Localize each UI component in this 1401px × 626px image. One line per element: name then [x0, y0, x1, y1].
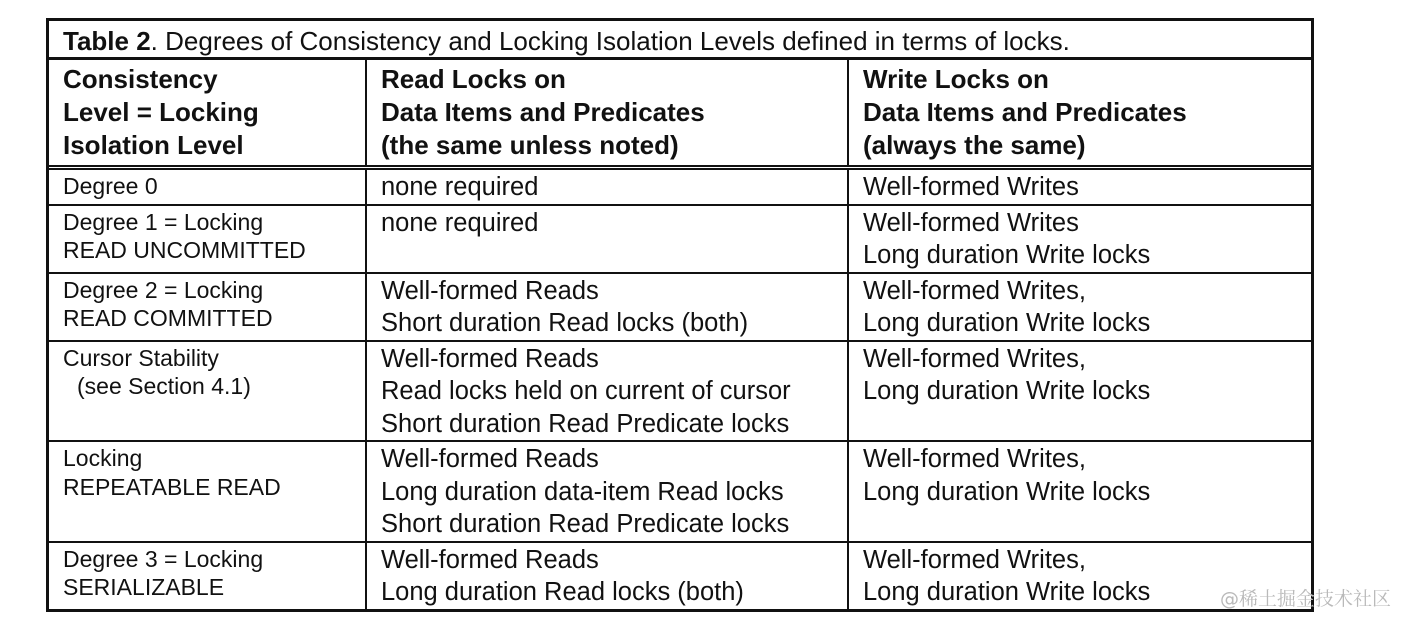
cell-read-locks	[366, 341, 848, 442]
cell-line: none required	[381, 173, 539, 201]
cell-level	[49, 273, 366, 341]
table-row	[49, 341, 1311, 442]
header-line: Level = Locking	[63, 97, 259, 127]
table-caption-text: . Degrees of Consistency and Locking Isolation Levels defined in terms of locks.	[150, 26, 1070, 56]
header-line: Data Items and Predicates	[381, 97, 705, 127]
cell-line: (see Section 4.1)	[77, 373, 251, 399]
header-line: (the same unless noted)	[381, 130, 679, 160]
table-row	[49, 168, 1311, 205]
cell-line: Well-formed Writes,	[863, 344, 1086, 373]
header-line: Read Locks on	[381, 64, 566, 94]
cell-line: Well-formed Writes,	[863, 276, 1086, 305]
cell-line: Long duration Write locks	[863, 477, 1151, 506]
table-caption-label: Table 2	[63, 26, 151, 56]
cell-line: REPEATABLE READ	[63, 473, 281, 500]
cell-line: Well-formed Writes,	[863, 545, 1086, 574]
cell-line: none required	[381, 208, 539, 237]
cell-line: Well-formed Reads	[381, 276, 599, 305]
header-consistency-level	[49, 60, 366, 168]
header-line: Isolation Level	[63, 130, 244, 160]
cell-line: Long duration Read locks (both)	[381, 578, 744, 606]
cell-line: Well-formed Writes	[863, 173, 1079, 201]
isolation-levels-table	[46, 18, 1314, 612]
cell-level	[49, 341, 366, 442]
cell-line: Long duration Write locks	[863, 309, 1151, 337]
cell-line: Degree 1 = Locking	[63, 208, 264, 235]
cell-line: Well-formed Reads	[381, 344, 599, 373]
cell-line: Short duration Read locks (both)	[381, 309, 749, 337]
cell-level	[49, 205, 366, 273]
cell-line: Short duration Read Predicate locks	[381, 510, 790, 538]
cell-level	[49, 542, 366, 609]
cell-read-locks	[366, 168, 848, 205]
cell-write-locks	[848, 168, 1311, 205]
cell-line: Well-formed Writes,	[863, 445, 1086, 473]
cell-line: Long duration data-item Read locks	[381, 477, 784, 506]
header-write-locks	[848, 60, 1311, 168]
cell-read-locks	[366, 273, 848, 341]
cell-line: Short duration Read Predicate locks	[381, 409, 790, 438]
cell-line: Degree 0	[63, 173, 158, 199]
header-line: Write Locks on	[863, 64, 1049, 94]
table-row	[49, 542, 1311, 609]
cell-write-locks	[848, 273, 1311, 341]
cell-line: Long duration Write locks	[863, 578, 1151, 606]
cell-line: Cursor Stability	[63, 344, 219, 371]
cell-line: Long duration Write locks	[863, 241, 1151, 269]
cell-line: SERIALIZABLE	[63, 574, 225, 600]
header-line: (always the same)	[863, 130, 1086, 160]
header-row	[49, 60, 1311, 168]
cell-write-locks	[848, 205, 1311, 273]
table-row	[49, 273, 1311, 341]
cell-line: Locking	[63, 445, 143, 471]
header-line: Data Items and Predicates	[863, 97, 1187, 127]
cell-line: Degree 3 = Locking	[63, 545, 264, 572]
table-row	[49, 205, 1311, 273]
cell-read-locks	[366, 542, 848, 609]
cell-line: READ UNCOMMITTED	[63, 237, 306, 263]
cell-level	[49, 441, 366, 542]
cell-line: Well-formed Reads	[381, 545, 599, 574]
cell-line: Long duration Write locks	[863, 377, 1151, 405]
cell-read-locks	[366, 441, 848, 542]
watermark: @稀土掘金技术社区	[1220, 588, 1392, 610]
header-read-locks	[366, 60, 848, 168]
table-caption	[49, 21, 1311, 60]
cell-line: Well-formed Writes	[863, 208, 1079, 237]
table-row	[49, 441, 1311, 542]
header-line: Consistency	[63, 64, 218, 94]
cell-write-locks	[848, 441, 1311, 542]
table-grid	[49, 60, 1311, 609]
cell-write-locks	[848, 341, 1311, 442]
cell-line: Degree 2 = Locking	[63, 276, 264, 303]
cell-line: Well-formed Reads	[381, 445, 599, 473]
cell-line: READ COMMITTED	[63, 305, 273, 331]
cell-line: Read locks held on current of cursor	[381, 377, 791, 405]
cell-read-locks	[366, 205, 848, 273]
cell-level	[49, 168, 366, 205]
